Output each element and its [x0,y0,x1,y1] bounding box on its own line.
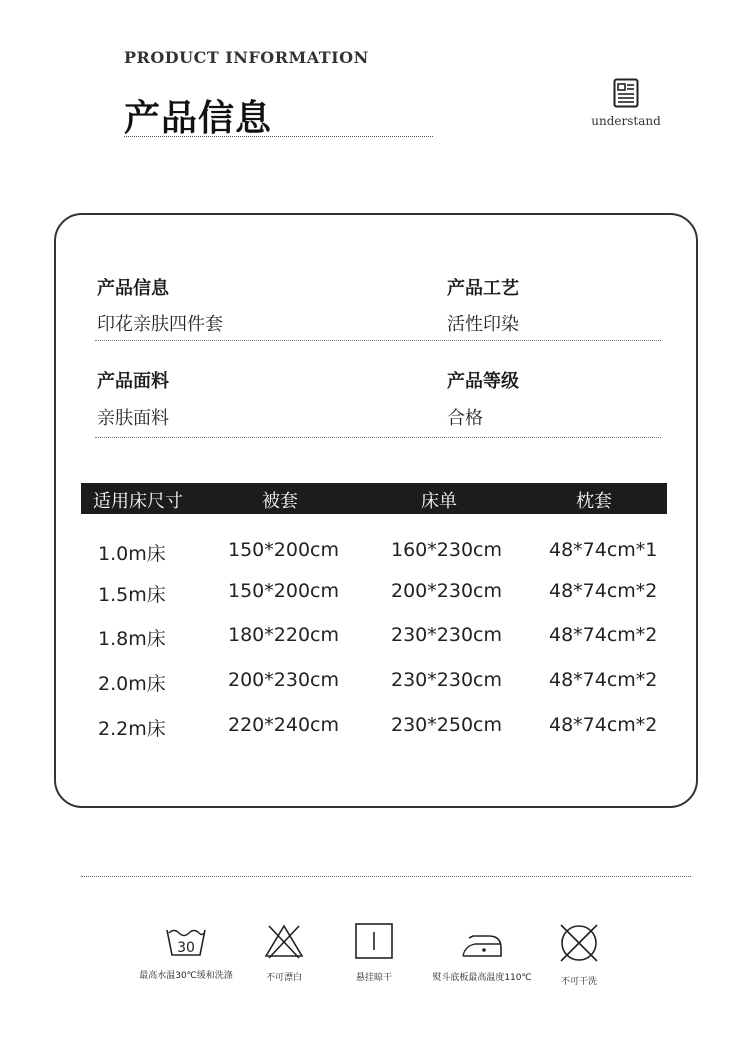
care-label: 悬挂晾干 [355,973,392,983]
care-item-wash [130,922,242,981]
table-cell: 200*230cm [228,669,339,691]
table-cell: 180*220cm [228,624,339,646]
table-cell: 2.0m床 [98,673,166,695]
info-divider [95,437,661,438]
table-cell: 150*200cm [228,539,339,561]
table-cell: 150*200cm [228,580,339,602]
care-item-iron [426,922,538,983]
table-cell: 48*74cm*2 [549,580,658,602]
table-cell: 1.0m床 [98,543,166,565]
table-cell: 230*250cm [391,714,502,736]
info-label-craft: 产品工艺 [447,278,519,299]
info-label-product: 产品信息 [97,278,169,299]
table-cell: 48*74cm*2 [549,714,658,736]
document-icon [613,78,639,108]
table-cell: 1.5m床 [98,584,166,606]
info-value-craft: 活性印染 [447,314,519,335]
size-table-header [81,483,667,514]
table-cell: 2.2m床 [98,718,166,740]
wash-30-icon [164,922,208,958]
understand-badge [590,78,662,128]
table-cell: 160*230cm [391,539,502,561]
table-cell: 48*74cm*1 [549,539,658,561]
care-label: 不可干洗 [560,977,597,987]
care-divider [81,876,691,877]
wash-temp-text: 30 [177,940,195,956]
info-value-fabric: 亲肤面料 [97,408,169,429]
care-item-hang-dry [344,922,404,983]
table-header-cell: 被套 [262,491,298,512]
table-cell: 1.8m床 [98,628,166,650]
info-value-grade: 合格 [447,408,483,429]
no-dry-clean-icon [558,922,600,964]
table-cell: 48*74cm*2 [549,624,658,646]
info-divider [95,340,661,341]
table-cell: 200*230cm [391,580,502,602]
english-title: PRODUCT INFORMATION [124,48,369,67]
care-item-no-dry-clean [549,922,609,987]
table-cell: 48*74cm*2 [549,669,658,691]
care-item-no-bleach [254,922,314,983]
info-label-grade: 产品等级 [447,371,519,392]
table-header-cell: 床单 [421,491,457,512]
table-cell: 230*230cm [391,624,502,646]
page-title: 产品信息 [124,98,273,139]
table-header-cell: 适用床尺寸 [93,491,183,512]
iron-110-icon [459,922,505,960]
no-bleach-icon [263,922,305,960]
hang-dry-icon [354,922,394,960]
table-cell: 220*240cm [228,714,339,736]
title-divider [124,136,433,137]
table-cell: 230*230cm [391,669,502,691]
understand-label: understand [591,114,661,128]
info-label-fabric: 产品面料 [97,371,169,392]
care-label: 最高水温30℃缓和洗涤 [139,971,233,981]
table-header-cell: 枕套 [576,491,612,512]
care-label: 不可漂白 [265,973,302,983]
care-label: 熨斗底板最高温度110℃ [432,973,532,983]
info-value-product: 印花亲肤四件套 [97,314,223,335]
